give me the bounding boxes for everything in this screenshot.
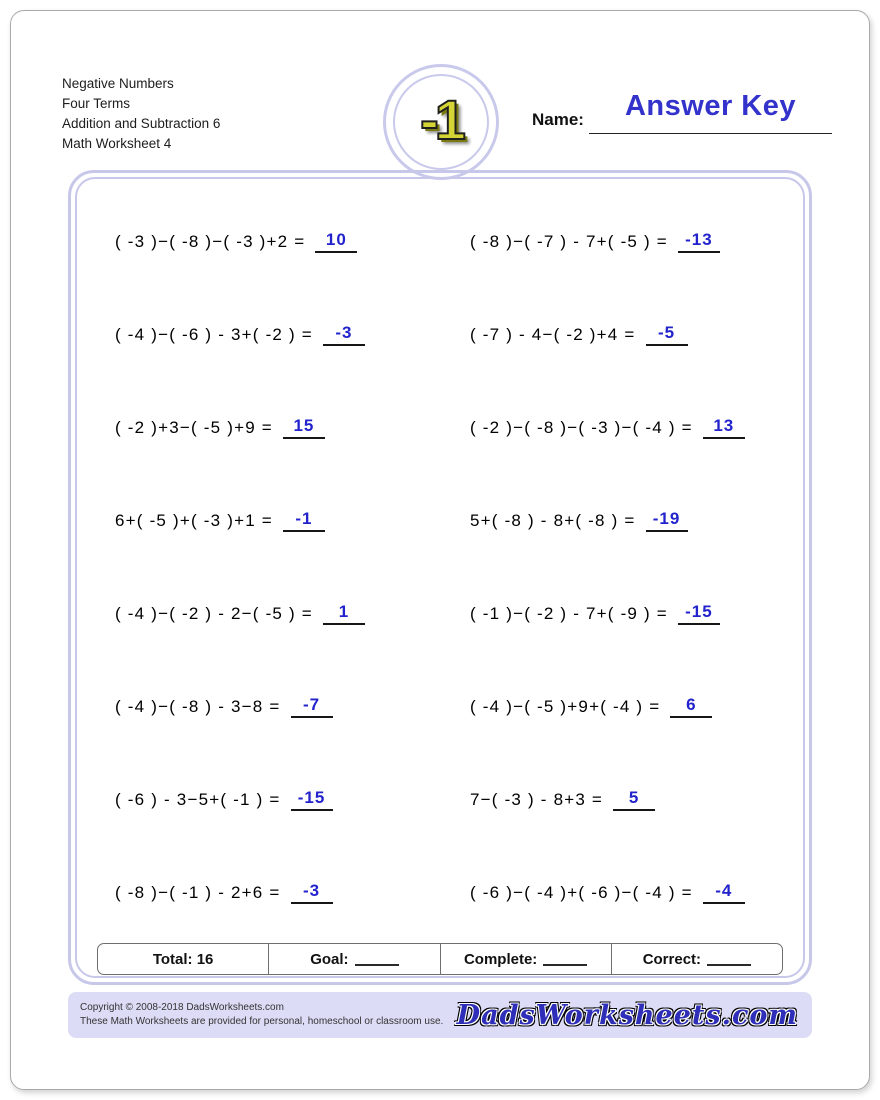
problem-cell: [77, 288, 440, 381]
summary-total-label: Total: 16: [152, 950, 214, 968]
problem-expression: ( -1 )−( -2 ) - 7+( -9 ) =: [470, 603, 668, 623]
summary-correct-label: Correct:: [642, 950, 702, 968]
problem-cell: [77, 567, 440, 660]
header-line-number: Math Worksheet 4: [62, 136, 172, 151]
problem-answer: 6: [670, 695, 712, 718]
name-label: Name:: [532, 110, 584, 129]
problem-answer: -7: [291, 695, 333, 718]
negative-one-badge-ring: [393, 74, 489, 170]
problem-expression: ( -7 ) - 4−( -2 )+4 =: [470, 324, 636, 344]
problem-expression: ( -4 )−( -2 ) - 2−( -5 ) =: [115, 603, 313, 623]
summary-total: [98, 944, 268, 974]
problem-cell: [440, 381, 803, 474]
problem-answer: -1: [283, 509, 325, 532]
problem-expression: ( -4 )−( -5 )+9+( -4 ) =: [470, 696, 661, 716]
problem-cell: [77, 660, 440, 753]
problem-expression: ( -6 ) - 3−5+( -1 ) =: [115, 789, 281, 809]
negative-one-icon: -1: [420, 87, 462, 151]
copyright-line: Copyright © 2008-2018 DadsWorksheets.com: [80, 1002, 284, 1013]
problem-expression: 6+( -5 )+( -3 )+1 =: [115, 510, 273, 530]
problem-answer: -19: [646, 509, 688, 532]
problem-answer: -4: [703, 881, 745, 904]
problem-answer: 15: [283, 416, 325, 439]
problem-answer: -13: [678, 230, 720, 253]
summary-bar: [97, 943, 783, 975]
problem-cell: [440, 753, 803, 846]
problem-answer: -3: [291, 881, 333, 904]
problem-answer: 13: [703, 416, 745, 439]
problems-box: [68, 170, 812, 985]
problem-expression: ( -6 )−( -4 )+( -6 )−( -4 ) =: [470, 882, 693, 902]
problem-answer: -3: [323, 323, 365, 346]
summary-complete-blank: [543, 953, 587, 966]
problem-cell: [440, 660, 803, 753]
answer-key-text: Answer Key: [624, 90, 796, 122]
problem-answer: -5: [646, 323, 688, 346]
summary-correct: [611, 944, 782, 974]
summary-complete-label: Complete:: [463, 950, 538, 968]
problem-expression: ( -4 )−( -6 ) - 3+( -2 ) =: [115, 324, 313, 344]
problem-expression: ( -2 )+3−( -5 )+9 =: [115, 417, 273, 437]
header-line-topic: Negative Numbers: [62, 76, 174, 91]
header-line-operation: Addition and Subtraction 6: [62, 116, 221, 131]
problem-expression: ( -8 )−( -7 ) - 7+( -5 ) =: [470, 231, 668, 251]
problem-answer: 5: [613, 788, 655, 811]
problems-box-inner: [75, 177, 805, 978]
footer-bar: [68, 992, 812, 1038]
problem-cell: [440, 846, 803, 939]
problem-expression: ( -4 )−( -8 ) - 3−8 =: [115, 696, 281, 716]
summary-goal: [268, 944, 439, 974]
worksheet-header: [62, 74, 220, 154]
problems-grid: [77, 179, 803, 939]
copyright-block: [80, 1001, 443, 1029]
problem-cell: [77, 846, 440, 939]
problem-cell: [77, 753, 440, 846]
problem-cell: [440, 195, 803, 288]
summary-goal-blank: [355, 953, 399, 966]
problem-expression: 5+( -8 ) - 8+( -8 ) =: [470, 510, 636, 530]
problem-expression: ( -2 )−( -8 )−( -3 )−( -4 ) =: [470, 417, 693, 437]
problem-cell: [440, 288, 803, 381]
name-underline: [589, 133, 832, 134]
problem-answer: -15: [291, 788, 333, 811]
problem-expression: 7−( -3 ) - 8+3 =: [470, 789, 604, 809]
summary-complete: [440, 944, 611, 974]
problem-answer: 10: [315, 230, 357, 253]
problem-answer: -15: [678, 602, 720, 625]
dadsworksheets-logo: DadsWorksheets.com: [456, 999, 798, 1031]
problem-cell: [77, 474, 440, 567]
problem-cell: [77, 195, 440, 288]
problem-cell: [77, 381, 440, 474]
negative-one-badge: [383, 64, 499, 180]
summary-correct-blank: [707, 953, 751, 966]
summary-goal-label: Goal:: [310, 950, 349, 968]
problem-expression: ( -3 )−( -8 )−( -3 )+2 =: [115, 231, 306, 251]
header-line-terms: Four Terms: [62, 96, 131, 111]
problem-cell: [440, 567, 803, 660]
problem-cell: [440, 474, 803, 567]
problem-expression: ( -8 )−( -1 ) - 2+6 =: [115, 882, 281, 902]
problem-answer: 1: [323, 602, 365, 625]
usage-line: These Math Worksheets are provided for personal, homeschool or classroom use.: [80, 1016, 444, 1027]
